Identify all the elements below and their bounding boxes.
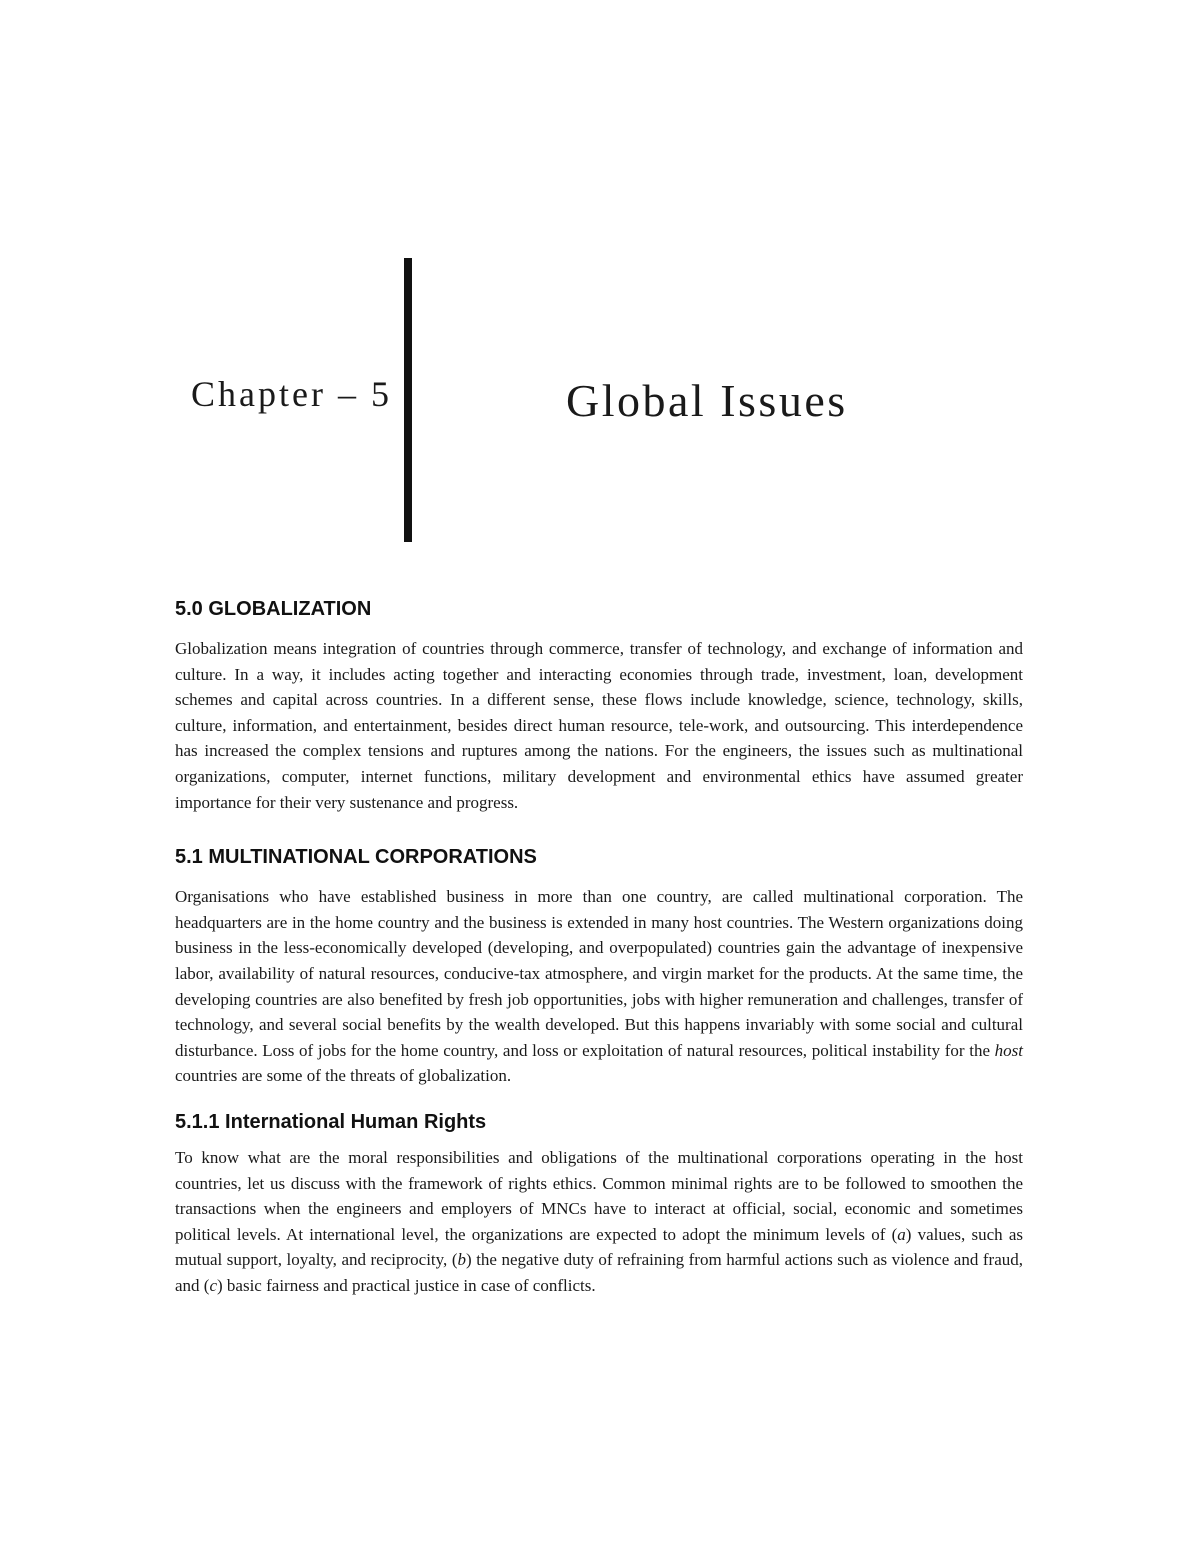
paragraph-text: countries are some of the threats of globalization. <box>175 1066 512 1086</box>
page-content <box>175 596 1023 1298</box>
subsection-heading-international-human-rights: 5.1.1 International Human Rights <box>175 1110 487 1133</box>
paragraph-text: To know what are the moral responsibilities and obligations of the multinational corporations operating in the host countries, let us discuss with the framework of rights ethics. Common minimal rights are to be followed to smoothen the transactions when the engineers and employers of MNCs have to interact at official, social, economic and sometimes political levels. At international level, the organizations are expected to adopt the minimum levels of ( <box>175 1147 1023 1244</box>
list-marker-a: a <box>897 1224 906 1244</box>
emphasis-host: host <box>994 1040 1023 1060</box>
paragraph-text: ) values, such as mutual support, loyalty, and reciprocity, ( <box>175 1224 1023 1270</box>
chapter-title: Global Issues <box>566 375 848 426</box>
paragraph-globalization: Globalization means integration of countries through commerce, transfer of technology, and exchange of information and culture. In a way, it includes acting together and interacting economies through trade, investment, loan, development schemes and capital across countries. In a different sense, these flows include knowledge, science, technology, skills, culture, information, and entertainment, besides direct human resource, tele-work, and outsourcing. This interdependence has increased the complex tensions and ruptures among the nations. For the engineers, the issues such as multinational organizations, computer, internet functions, military development and environmental ethics have assumed greater importance for their very sustenance and progress. <box>175 639 1023 812</box>
paragraph-multinational-corporations <box>175 884 1023 1089</box>
paragraph-text: ) the negative duty of refraining from harmful actions such as violence and fraud, and ( <box>175 1250 1023 1295</box>
list-marker-b: b <box>457 1250 466 1270</box>
list-marker-c: c <box>209 1275 218 1295</box>
chapter-label: Chapter – 5 <box>191 374 392 414</box>
paragraph-international-human-rights <box>175 1145 1023 1299</box>
paragraph-text: ) basic fairness and practical justice in case of conflicts. <box>217 1275 596 1295</box>
chapter-divider-rule <box>404 258 412 542</box>
paragraph-text: Organisations who have established business in more than one country, are called multinational corporation. The headquarters are in the home country and the business is extended in many host countries. The Western organizations doing business in the less-economically developed (developing, and overpopulated) countries gain the advantage of inexpensive labor, availability of natural resources, conducive-tax atmosphere, and virgin market for the products. At the same time, the developing countries are also benefited by fresh job opportunities, jobs with higher remuneration and challenges, transfer of technology, and several social benefits by the wealth developed. But this happens invariably with some social and cultural disturbance. Loss of jobs for the home country, and loss or exploitation of natural resources, political instability for the <box>175 887 1023 1060</box>
section-heading-globalization: 5.0 GLOBALIZATION <box>175 598 372 620</box>
section-heading-multinational-corporations: 5.1 MULTINATIONAL CORPORATIONS <box>175 846 537 869</box>
